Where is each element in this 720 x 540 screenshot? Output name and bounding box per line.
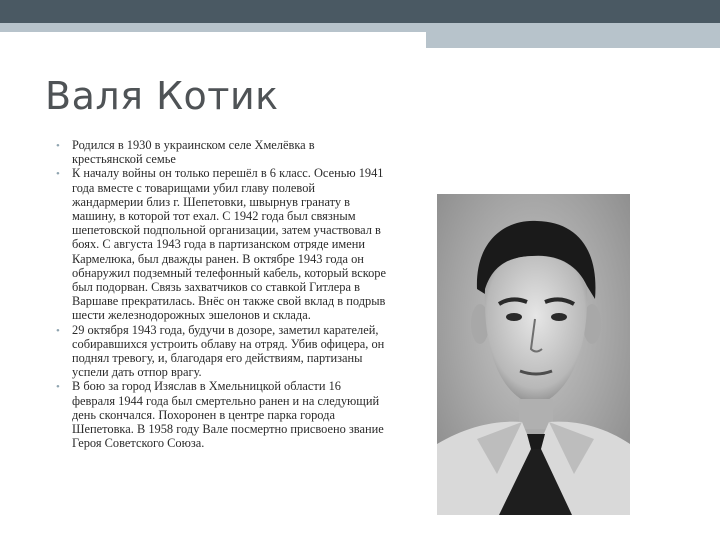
slide-title: Валя Котик — [45, 74, 279, 118]
bullet-list — [56, 138, 386, 450]
bullet-icon: • — [56, 168, 60, 181]
header-accent-stripe — [0, 23, 720, 32]
header-bar — [0, 0, 720, 23]
list-item-text: К началу войны он только перешёл в 6 класс. Осенью 1941 года вместе с товарищами убил главу полевой жандармерии близ г. Шепетовки, швырнув гранату в машину, в которой тот ехал. С 1942 года был связным шепетовской подпольной организации, затем участвовал в боях. С августа 1943 года в партизанском отряде имени Кармелюка, был дважды ранен. В октябре 1943 года он обнаружил подземный телефонный кабель, который вскоре был подорван. Связь захватчиков со ставкой Гитлера в Варшаве прекратилась. Внёс он также свой вклад в подрыв шести железнодорожных эшелонов и склада. — [72, 166, 386, 323]
list-item — [56, 379, 386, 450]
list-item-text: В бою за город Изяслав в Хмельницкой области 16 февраля 1944 года был смертельно ранен и на следующий день скончался. Похоронен в центре парка города Шепетовка. В 1958 году Вале посмертно присвоено звание Героя Советского Союза. — [72, 379, 384, 451]
portrait-photo — [437, 194, 630, 515]
list-item — [56, 323, 386, 380]
list-item — [56, 138, 386, 166]
list-item — [56, 166, 386, 322]
list-item-text: Родился в 1930 в украинском селе Хмелёвка в крестьянской семье — [72, 138, 315, 167]
list-item-text: 29 октября 1943 года, будучи в дозоре, заметил карателей, собиравшихся устроить облаву на отряд. Убив офицера, он поднял тревогу, и, благодаря его действиям, партизаны успели дать отпор врагу. — [72, 322, 385, 380]
header-accent-block — [426, 32, 720, 48]
bullet-icon: • — [56, 140, 60, 152]
bullet-icon: • — [56, 381, 60, 394]
bullet-icon: • — [56, 324, 60, 337]
